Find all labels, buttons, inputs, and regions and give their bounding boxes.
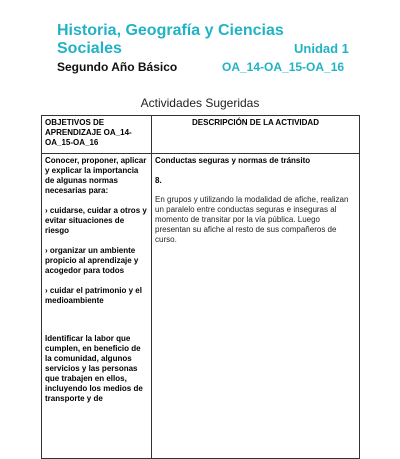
activity-text: En grupos y utilizando la modalidad de afiche, realizan un paralelo entre conductas seguras e inseguras al momento de transitar por la vía pública. Luego presentan su afiche al resto de sus compañeros de curso. bbox=[155, 195, 349, 244]
objectives-header: OBJETIVOS DE APRENDIZAJE OA_14-OA_15-OA_16 bbox=[42, 116, 152, 154]
section-title: Actividades Sugeridas bbox=[140, 96, 260, 110]
oa-codes: OA_14-OA_15-OA_16 bbox=[222, 60, 345, 74]
objectives-cell bbox=[42, 154, 152, 459]
subject-title: Historia, Geografía y Ciencias Sociales bbox=[57, 22, 284, 57]
objective-item: › cuidarse, cuidar a otros y evitar situaciones de riesgo bbox=[45, 206, 147, 235]
table-row bbox=[42, 154, 360, 459]
activity-title: Conductas seguras y normas de tránsito bbox=[155, 156, 311, 165]
unit-label: Unidad 1 bbox=[294, 41, 349, 56]
objective-item: Identificar la labor que cumplen, en beneficio de la comunidad, algunos servicios y las personas que trabajen en ellos, incluyendo los medios de transporte y de bbox=[45, 334, 143, 403]
objective-item: › organizar un ambiente propicio al aprendizaje y acogedor para todos bbox=[45, 246, 139, 275]
objective-item: › cuidar el patrimonio y el medioambiente bbox=[45, 286, 142, 305]
grade-label: Segundo Año Básico bbox=[57, 60, 178, 74]
activity-number: 8. bbox=[155, 176, 162, 185]
objective-intro: Conocer, proponer, aplicar y explicar la importancia de algunas normas necesarias para: bbox=[45, 156, 147, 195]
activities-table bbox=[41, 115, 360, 459]
description-cell bbox=[152, 154, 360, 459]
table-header-row bbox=[42, 116, 360, 154]
description-header: DESCRIPCIÓN DE LA ACTIVIDAD bbox=[152, 116, 360, 154]
